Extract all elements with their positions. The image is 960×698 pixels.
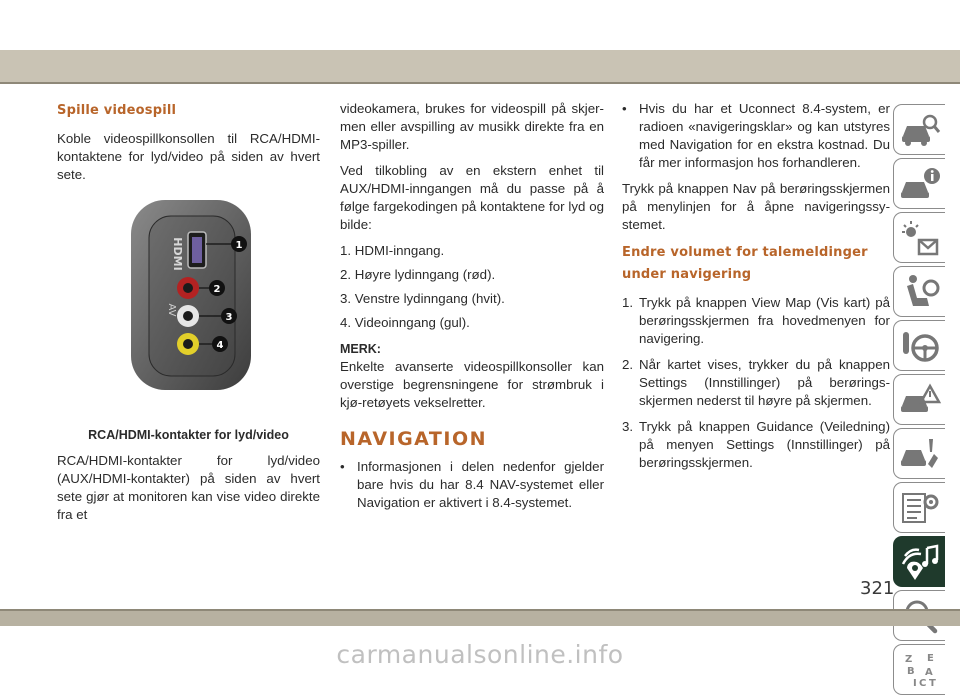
list-item: 2. Høyre lydinngang (rød). bbox=[340, 267, 496, 282]
intro-paragraph: Koble videospillkonsollen til RCA/HDMI-kontaktene for lyd/video på siden av hvert sete. bbox=[57, 131, 320, 182]
tab-list-gear[interactable] bbox=[893, 482, 945, 533]
tab-media-navigation[interactable] bbox=[893, 536, 945, 587]
car-hazard-icon bbox=[899, 380, 941, 420]
av-label: AV bbox=[166, 303, 177, 317]
left-column bbox=[57, 100, 320, 532]
middle-paragraph-2: Ved tilkobling av en ekstern enhet til AUX/HDMI-inngangen må du passe på å følge fargekodingen på kontaktene for lyd og bilde: bbox=[340, 163, 604, 232]
right-paragraph: Trykk på knappen Nav på berøringsskjermen på menylinjen for å åpne navigeringssy-stemet. bbox=[622, 181, 890, 232]
tab-car-tools[interactable] bbox=[893, 428, 945, 479]
footer-band bbox=[0, 611, 960, 626]
steering-wheel-icon bbox=[899, 326, 941, 366]
list-item: 2. Når kartet vises, trykker du på knappen Settings (Innstillinger) på berørings-skjermen nederst til høyre på skjermen. bbox=[622, 357, 890, 408]
rca-hdmi-connector-figure bbox=[57, 192, 320, 422]
svg-text:1: 1 bbox=[235, 240, 243, 251]
bullet-list-2 bbox=[622, 100, 890, 172]
hdmi-label: HDMI bbox=[171, 237, 184, 271]
middle-paragraph-1: videokamera, brukes for videospill på skjer-men eller avspilling av musikk direkte fra en MP3-spiller. bbox=[340, 101, 604, 152]
heading-voice-volume: Endre volumet for talemeldinger under navigering bbox=[622, 245, 868, 282]
media-navigation-icon bbox=[899, 542, 941, 582]
list-item: 1. HDMI-inngang. bbox=[340, 243, 445, 258]
bullet-list-1 bbox=[340, 458, 604, 512]
list-item: • Informasjonen i delen nedenfor gjelder bare hvis du har 8.4 NAV-systemet eller Navigation er aktivert i 8.4-systemet. bbox=[340, 458, 604, 512]
input-list bbox=[340, 242, 604, 332]
page-number: 321 bbox=[860, 578, 895, 599]
svg-text:E: E bbox=[926, 652, 934, 664]
list-item: 4. Videoinngang (gul). bbox=[340, 315, 470, 330]
right-column bbox=[622, 100, 890, 480]
svg-text:Z: Z bbox=[904, 653, 912, 665]
tab-dashboard-warning[interactable] bbox=[893, 212, 945, 263]
car-tools-icon bbox=[899, 434, 941, 474]
header-band bbox=[0, 50, 960, 82]
svg-text:B: B bbox=[906, 665, 915, 677]
svg-text:T: T bbox=[928, 677, 936, 689]
list-gear-icon bbox=[899, 488, 941, 528]
tab-seat-airbag[interactable] bbox=[893, 266, 945, 317]
seat-airbag-icon bbox=[899, 272, 941, 312]
svg-text:3: 3 bbox=[225, 312, 233, 323]
tab-steering-wheel[interactable] bbox=[893, 320, 945, 371]
list-item: • Hvis du har et Uconnect 8.4-system, er radioen «navigeringsklar» og kan utstyres med Navigation for en ekstra kostnad. Du får mer informasjon hos forhandleren. bbox=[622, 100, 890, 172]
note-label: MERK: bbox=[340, 342, 381, 356]
svg-text:4: 4 bbox=[216, 340, 224, 351]
note-text: Enkelte avanserte videospillkonsoller kan overstige begrensningene for strømbruk i kjø-retøyets vekselretter. bbox=[340, 359, 604, 410]
svg-text:I: I bbox=[912, 677, 917, 689]
list-item: 3. Trykk på knappen Guidance (Veiledning) på menyen Settings (Innstillinger) på berøringsskjermen. bbox=[622, 419, 890, 470]
heading-video-games: Spille videospill bbox=[57, 103, 177, 118]
hdmi-port-inner bbox=[192, 237, 202, 263]
list-item: 1. Trykk på knappen View Map (Vis kart) på berøringsskjermen fra hovedmenyen for navigering. bbox=[622, 295, 890, 346]
list-item: 3. Venstre lydinngang (hvit). bbox=[340, 291, 505, 306]
svg-text:2: 2 bbox=[213, 284, 221, 295]
middle-column bbox=[340, 100, 604, 520]
tab-car-info[interactable] bbox=[893, 158, 945, 209]
car-info-icon bbox=[899, 164, 941, 204]
dashboard-warning-icon bbox=[899, 218, 941, 258]
watermark-text: carmanualsonline.info bbox=[336, 640, 624, 669]
figure-caption: RCA/HDMI-kontakter for lyd/video bbox=[88, 428, 289, 442]
header-rule bbox=[0, 82, 960, 84]
car-search-icon bbox=[899, 110, 941, 150]
left-closing-paragraph: RCA/HDMI-kontakter for lyd/video (AUX/HDMI-kontakter) på siden av hvert sete gjør at monitoren kan vise video direkte fra et bbox=[57, 453, 320, 522]
tab-car-hazard[interactable] bbox=[893, 374, 945, 425]
steps-list bbox=[622, 294, 890, 472]
svg-text:A: A bbox=[924, 666, 933, 678]
section-title-navigation: NAVIGATION bbox=[340, 428, 487, 450]
svg-text:C: C bbox=[918, 677, 926, 689]
tab-car-search[interactable] bbox=[893, 104, 945, 155]
